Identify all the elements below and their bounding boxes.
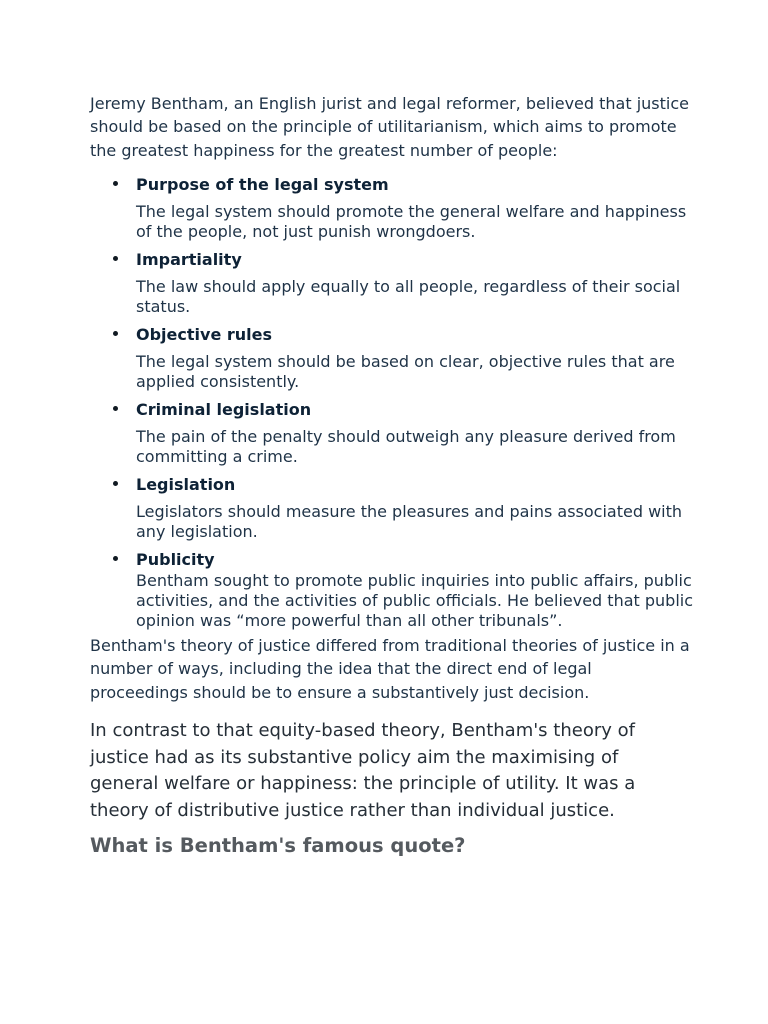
list-item <box>90 474 690 543</box>
list-item-text: Bentham sought to promote public inquiries into public affairs, public activities, and the activities of public officials. He believed that public opinion was “more powerful than all other tribunals”. <box>136 570 694 631</box>
list-item <box>90 174 690 243</box>
bullet-icon <box>113 331 118 336</box>
intro-paragraph: Jeremy Bentham, an English jurist and legal reformer, believed that justice should be based on the principle of utilitarianism, which aims to promote the greatest happiness for the greatest number of people: <box>90 94 689 160</box>
list-item-title: Criminal legislation <box>136 399 312 419</box>
list-item-text: The legal system should be based on clear, objective rules that are applied consistently. <box>136 351 675 392</box>
bullet-icon <box>113 481 118 486</box>
list-item-text: The pain of the penalty should outweigh any pleasure derived from committing a crime. <box>136 426 676 467</box>
list-item <box>90 399 690 468</box>
theory-paragraph: Bentham's theory of justice differed from traditional theories of justice in a number of ways, including the idea that the direct end of legal proceedings should be to ensure a substantively just decision. <box>90 635 690 702</box>
bullet-icon <box>113 556 118 561</box>
list-item-text: Legislators should measure the pleasures and pains associated with any legislation. <box>136 501 683 542</box>
document-body <box>90 92 694 860</box>
bullet-icon <box>113 256 118 261</box>
bullet-icon <box>113 406 118 411</box>
list-item <box>90 249 690 318</box>
list-item-text: The law should apply equally to all people, regardless of their social status. <box>136 276 681 317</box>
principles-list <box>90 174 694 632</box>
list-item <box>90 549 694 632</box>
bullet-icon <box>113 181 118 186</box>
contrast-paragraph: In contrast to that equity-based theory, Bentham's theory of justice had as its substantive policy aim the maximising of general welfare or happiness: the principle of utility. It was a theory of distributive justice rather than individual justice. <box>90 720 636 821</box>
list-item-text: The legal system should promote the general welfare and happiness of the people, not just punish wrongdoers. <box>136 201 687 242</box>
list-item-title: Impartiality <box>136 249 242 269</box>
list-item <box>90 324 690 393</box>
list-item-title: Objective rules <box>136 324 272 344</box>
list-item-title: Publicity <box>136 549 215 569</box>
section-heading: What is Bentham's famous quote? <box>90 834 466 858</box>
list-item-title: Legislation <box>136 474 236 494</box>
list-item-title: Purpose of the legal system <box>136 174 389 194</box>
